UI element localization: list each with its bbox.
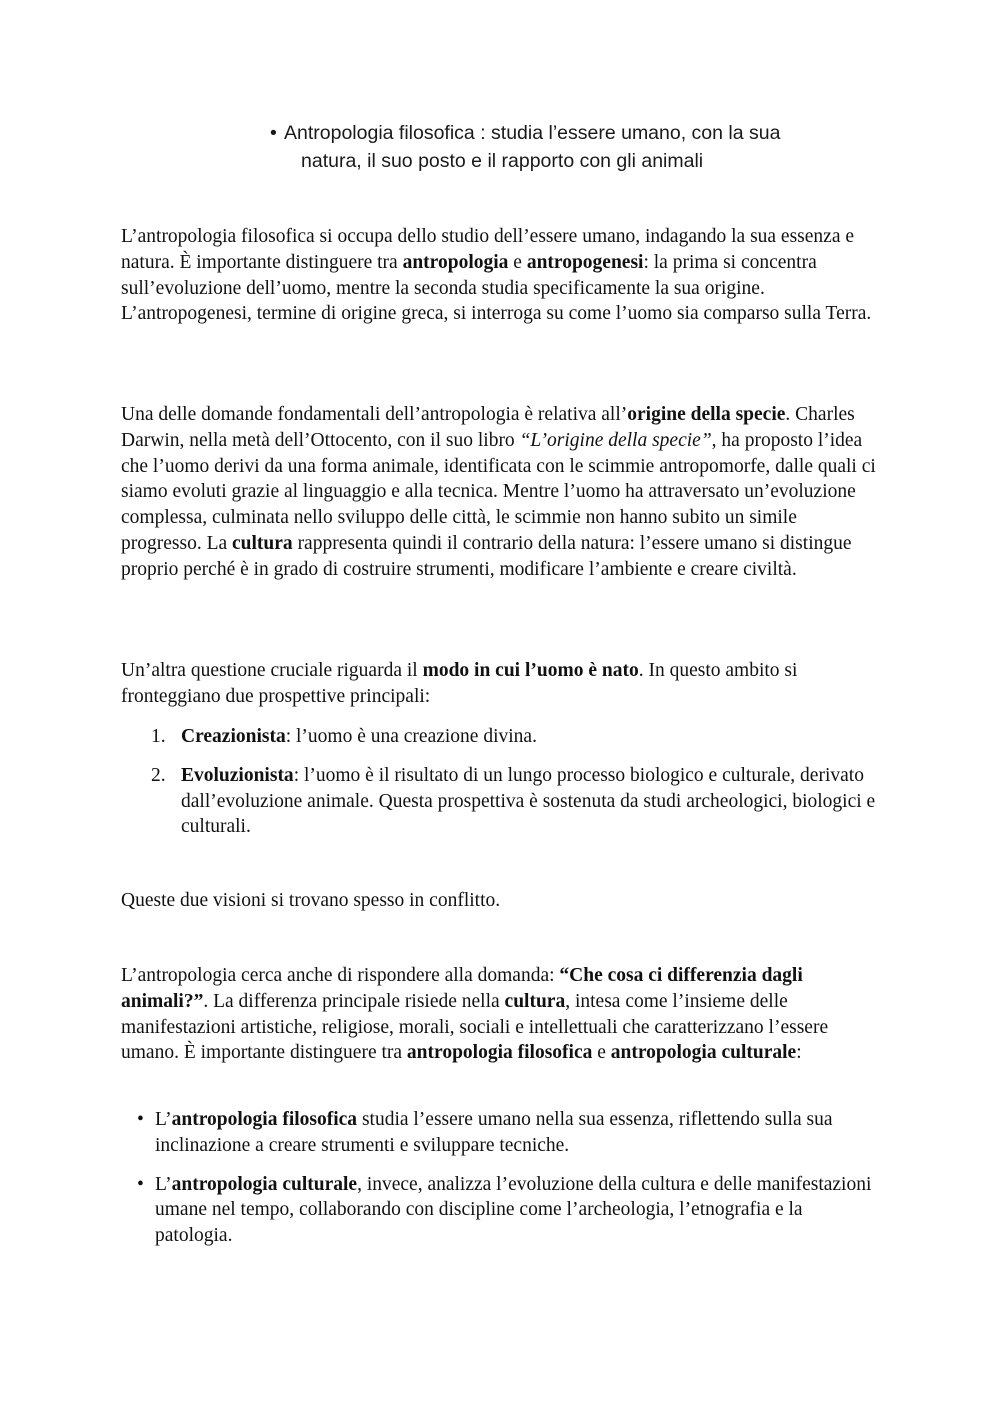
text-run: : l’uomo è una creazione divina. [285,726,537,747]
text-run: : la prima si concentra sull’evoluzione dell’uomo, mentre la seconda studia specificamente la sua origine. L’antropogenesi, termine di origine greca, si interroga su come l’uomo sia comparso sulla Terra. [121,251,872,325]
heading-bullet: • [270,122,277,144]
heading-line-2: natura, il suo posto e il rapporto con gli animali [301,150,704,172]
bold-term: origine della specie [627,404,786,425]
bold-term: antropologia culturale [171,1173,358,1195]
text-run: rappresenta quindi il contrario della natura: l’essere umano si distingue proprio perché è in grado di costruire strumenti, modificare l’ambiente e creare civiltà. [121,532,852,580]
bullet-marker: • [137,1173,144,1195]
paragraph-text [121,963,881,1066]
heading-text-1: Antropologia filosofica : studia l’essere umano, con la sua [284,122,781,144]
list-number: 2. [151,764,166,786]
text-run: Un’altra questione cruciale riguarda il [121,660,423,681]
text-run: studia l’essere umano nella sua essenza, riflettendo sulla sua inclinazione a creare strumenti e sviluppare tecniche. [155,1109,833,1156]
bold-term: Creazionista [181,726,286,747]
list-number: 1. [151,726,166,747]
bold-term: cultura [232,532,293,554]
section-heading [270,119,890,175]
list-item [121,763,881,840]
heading-line-1 [270,119,890,147]
text-run: . Charles Darwin, nella metà dell’Ottocento, con il suo libro [121,404,855,451]
text-run: . In questo ambito si fronteggiano due prospettive principali: [121,660,798,707]
bold-term: modo in cui l’uomo è nato [422,660,639,681]
book-title: “L’origine della specie” [519,429,712,451]
paragraph-differenza [121,963,881,1066]
bold-term: antropologia [402,251,509,273]
text-run: Una delle domande fondamentali dell’antropologia è relativa all’ [121,404,628,425]
bold-term: antropologia culturale [610,1042,797,1064]
text-run: , intesa come l’insieme delle manifestazioni artistiche, religiose, morali, sociali e intellettuali che caratterizzano l’essere umano. È importante distinguere tra [121,990,829,1064]
text-run: : l’uomo è il risultato di un lungo processo biologico e culturale, derivato dall’evoluzione animale. Questa prospettiva è sostenuta da studi archeologici, biologici e culturali. [181,764,876,838]
paragraph-text [121,402,881,583]
bold-term: cultura [504,990,566,1012]
paragraph-text [121,224,881,327]
text-run: , ha proposto l’idea che l’uomo derivi da una forma animale, identificata con le scimmie antropomorfe, dalle quali ci siamo evoluti grazie al linguaggio e alla tecnica. Mentre l’uomo ha attraversato un’evoluzione complessa, culminata nello sviluppo delle città, le scimmie non hanno subito un simile progresso. La [121,429,876,554]
bold-term: antropologia filosofica [171,1109,358,1130]
bold-term: Evoluzionista [181,764,294,786]
text-run: e [592,1042,611,1064]
text-run: e [508,251,527,273]
list-item [121,1172,881,1249]
bold-term: “Che cosa ci differenzia dagli animali?” [121,965,803,1012]
text-run: L’ [155,1109,172,1130]
text-run: L’ [155,1173,172,1195]
paragraph-text [121,658,881,710]
text-run: , invece, analizza l’evoluzione della cultura e delle manifestazioni umane nel tempo, collaborando con discipline come l’archeologia, l’etnografia e la patologia. [155,1173,872,1247]
paragraph-modo-nascita [121,658,881,710]
paragraph-conflitto [121,888,881,914]
list-item [121,1107,881,1159]
bullet-marker: • [137,1109,144,1130]
paragraph-origine-specie [121,402,881,583]
text-run: L’antropologia cerca anche di rispondere alla domanda: [121,965,560,986]
text-run: . La differenza principale risiede nella [203,990,505,1012]
text-run: : [796,1042,802,1064]
bullet-list [121,1107,881,1262]
paragraph-text: Queste due visioni si trovano spesso in conflitto. [121,890,501,911]
text-run: L’antropologia filosofica si occupa dello studio dell’essere umano, indagando la sua essenza e natura. È importante distinguere tra [121,226,855,273]
numbered-list [121,724,881,853]
list-item [121,724,881,750]
bold-term: antropologia filosofica [406,1042,593,1064]
bold-term: antropogenesi [526,251,644,273]
paragraph-antropogenesi [121,224,881,327]
